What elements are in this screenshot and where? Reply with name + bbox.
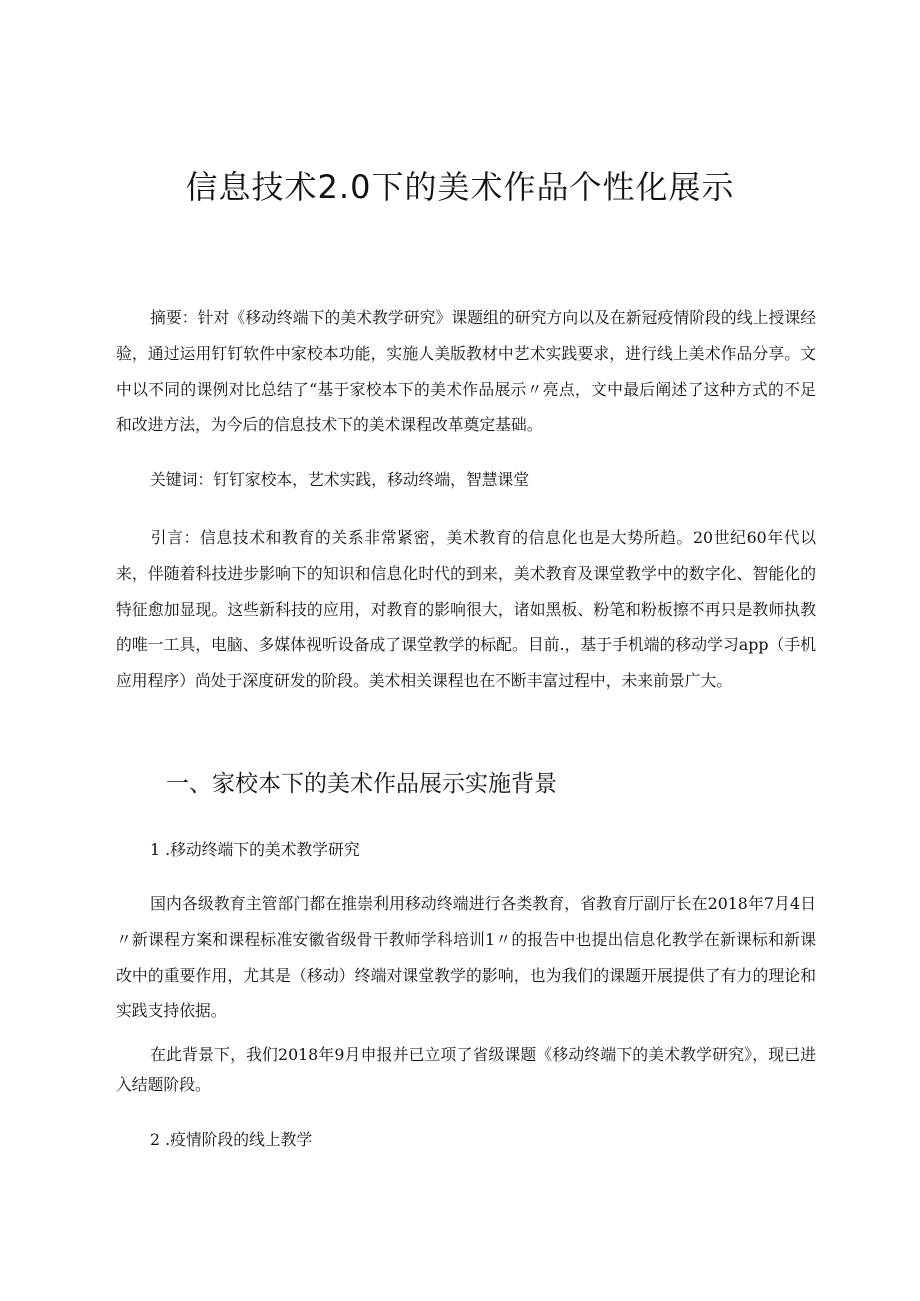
keywords-paragraph bbox=[116, 462, 816, 498]
background-text-1: 国内各级教育主管部门都在推崇利用移动终端进行各类教育，省教育厅副厅长在2018年7月4日〃新课程方案和课程标准安徽省级骨干教师学科培训1〃的报告中也提出信息化教学在新课标和新课改中的重要作用，尤其是（移动）终端对课堂教学的影响，也为我们的课题开展提供了有力的理论和实践支持依据。 bbox=[116, 894, 816, 1021]
subsection-heading-2: 2 .疫情阶段的线上教学 bbox=[150, 1130, 313, 1149]
background-paragraph-1 bbox=[116, 886, 816, 1029]
introduction-text: 引言：信息技术和教育的关系非常紧密，美术教育的信息化也是大势所趋。20世纪60年代以来，伴随着科技进步影响下的知识和信息化时代的到来，美术教育及课堂教学中的数字化、智能化的特征愈加显现。这些新科技的应用，对教育的影响很大，诸如黑板、粉笔和粉板擦不再只是教师执教的唯一工具，电脑、多媒体视听设备成了课堂教学的标配。目前.，基于手机端的移动学习app（手机应用程序）尚处于深度研发的阶段。美术相关课程也在不断丰富过程中，未来前景广大。 bbox=[116, 528, 816, 691]
section-heading: 一、家校本下的美术作品展示实施背景 bbox=[166, 771, 557, 797]
abstract-paragraph bbox=[116, 300, 816, 443]
background-text-2: 在此背景下，我们2018年9月申报并已立项了省级课题《移动终端下的美术教学研究》，现已进入结题阶段。 bbox=[116, 1045, 816, 1094]
abstract-text: 摘要：针对《移动终端下的美术教学研究》课题组的研究方向以及在新冠疫情阶段的线上授课经验，通过运用钉钉软件中家校本功能，实施人美版教材中艺术实践要求，进行线上美术作品分享。文中以不同的课例对比总结了“基于家校本下的美术作品展示〃亮点，文中最后阐述了这种方式的不足和改进方法，为今后的信息技术下的美术课程改革奠定基础。 bbox=[116, 308, 816, 435]
document-title: 信息技术2.0下的美术作品个性化展示 bbox=[185, 168, 735, 206]
background-paragraph-2 bbox=[116, 1040, 816, 1100]
introduction-paragraph bbox=[116, 520, 816, 699]
keywords-text: 关键词：钉钉家校本，艺术实践，移动终端，智慧课堂 bbox=[150, 470, 530, 489]
subsection-heading-1: 1 .移动终端下的美术教学研究 bbox=[150, 840, 360, 859]
